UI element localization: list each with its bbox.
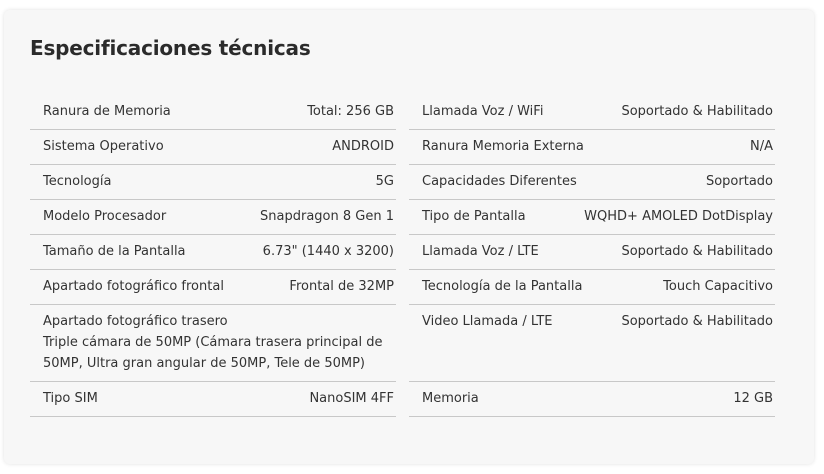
- spec-label: Llamada Voz / LTE: [422, 244, 539, 259]
- spec-label: Video Llamada / LTE: [422, 314, 553, 329]
- spec-value: 6.73" (1440 x 3200): [262, 244, 394, 259]
- spec-value: Soportado & Habilitado: [621, 244, 773, 259]
- spec-value: NanoSIM 4FF: [309, 391, 394, 406]
- spec-value: ANDROID: [332, 139, 394, 154]
- spec-row: [409, 200, 775, 235]
- spec-row: [30, 95, 396, 130]
- spec-label: Tipo SIM: [43, 391, 98, 406]
- spec-value: Frontal de 32MP: [289, 279, 394, 294]
- spec-label: Tecnología de la Pantalla: [422, 279, 583, 294]
- spec-label: Capacidades Diferentes: [422, 174, 577, 189]
- spec-value: N/A: [750, 139, 773, 154]
- spec-row: [30, 130, 396, 165]
- spec-row: [409, 165, 775, 200]
- spec-row: [30, 305, 396, 382]
- spec-row: [409, 305, 775, 382]
- spec-value: Touch Capacitivo: [663, 279, 773, 294]
- spec-value: WQHD+ AMOLED DotDisplay: [584, 209, 773, 224]
- spec-row: [30, 200, 396, 235]
- spec-row: [409, 382, 775, 417]
- spec-value: Triple cámara de 50MP (Cámara trasera principal de 50MP, Ultra gran angular de 50MP, Tele de 50MP): [43, 335, 383, 371]
- spec-value: 12 GB: [733, 391, 773, 406]
- spec-label: Sistema Operativo: [43, 139, 164, 154]
- spec-row: [30, 270, 396, 305]
- spec-value: Soportado & Habilitado: [621, 314, 773, 329]
- spec-value: Soportado: [705, 174, 773, 189]
- spec-row: [409, 130, 775, 165]
- section-title: Especificaciones técnicas: [30, 36, 311, 60]
- spec-label: Ranura de Memoria: [43, 104, 171, 119]
- specs-column-left: [30, 95, 396, 417]
- spec-label: Tecnología: [43, 174, 112, 189]
- spec-label: Ranura Memoria Externa: [422, 139, 584, 154]
- spec-label: Llamada Voz / WiFi: [422, 104, 544, 119]
- spec-label: Tamaño de la Pantalla: [43, 244, 186, 259]
- spec-label: Apartado fotográfico trasero: [43, 314, 228, 329]
- specs-card: [4, 10, 814, 464]
- spec-row: [30, 235, 396, 270]
- spec-label: Tipo de Pantalla: [422, 209, 526, 224]
- spec-label: Memoria: [422, 391, 479, 406]
- spec-value: Snapdragon 8 Gen 1: [260, 209, 394, 224]
- spec-row: [30, 165, 396, 200]
- spec-row: [409, 95, 775, 130]
- spec-row: [409, 270, 775, 305]
- specs-column-right: [409, 95, 775, 417]
- spec-label: Modelo Procesador: [43, 209, 167, 224]
- spec-row: [409, 235, 775, 270]
- spec-row: [30, 382, 396, 417]
- spec-value: Total: 256 GB: [307, 104, 394, 119]
- spec-value: 5G: [375, 174, 394, 189]
- spec-label: Apartado fotográfico frontal: [43, 279, 224, 294]
- spec-value: Soportado & Habilitado: [621, 104, 773, 119]
